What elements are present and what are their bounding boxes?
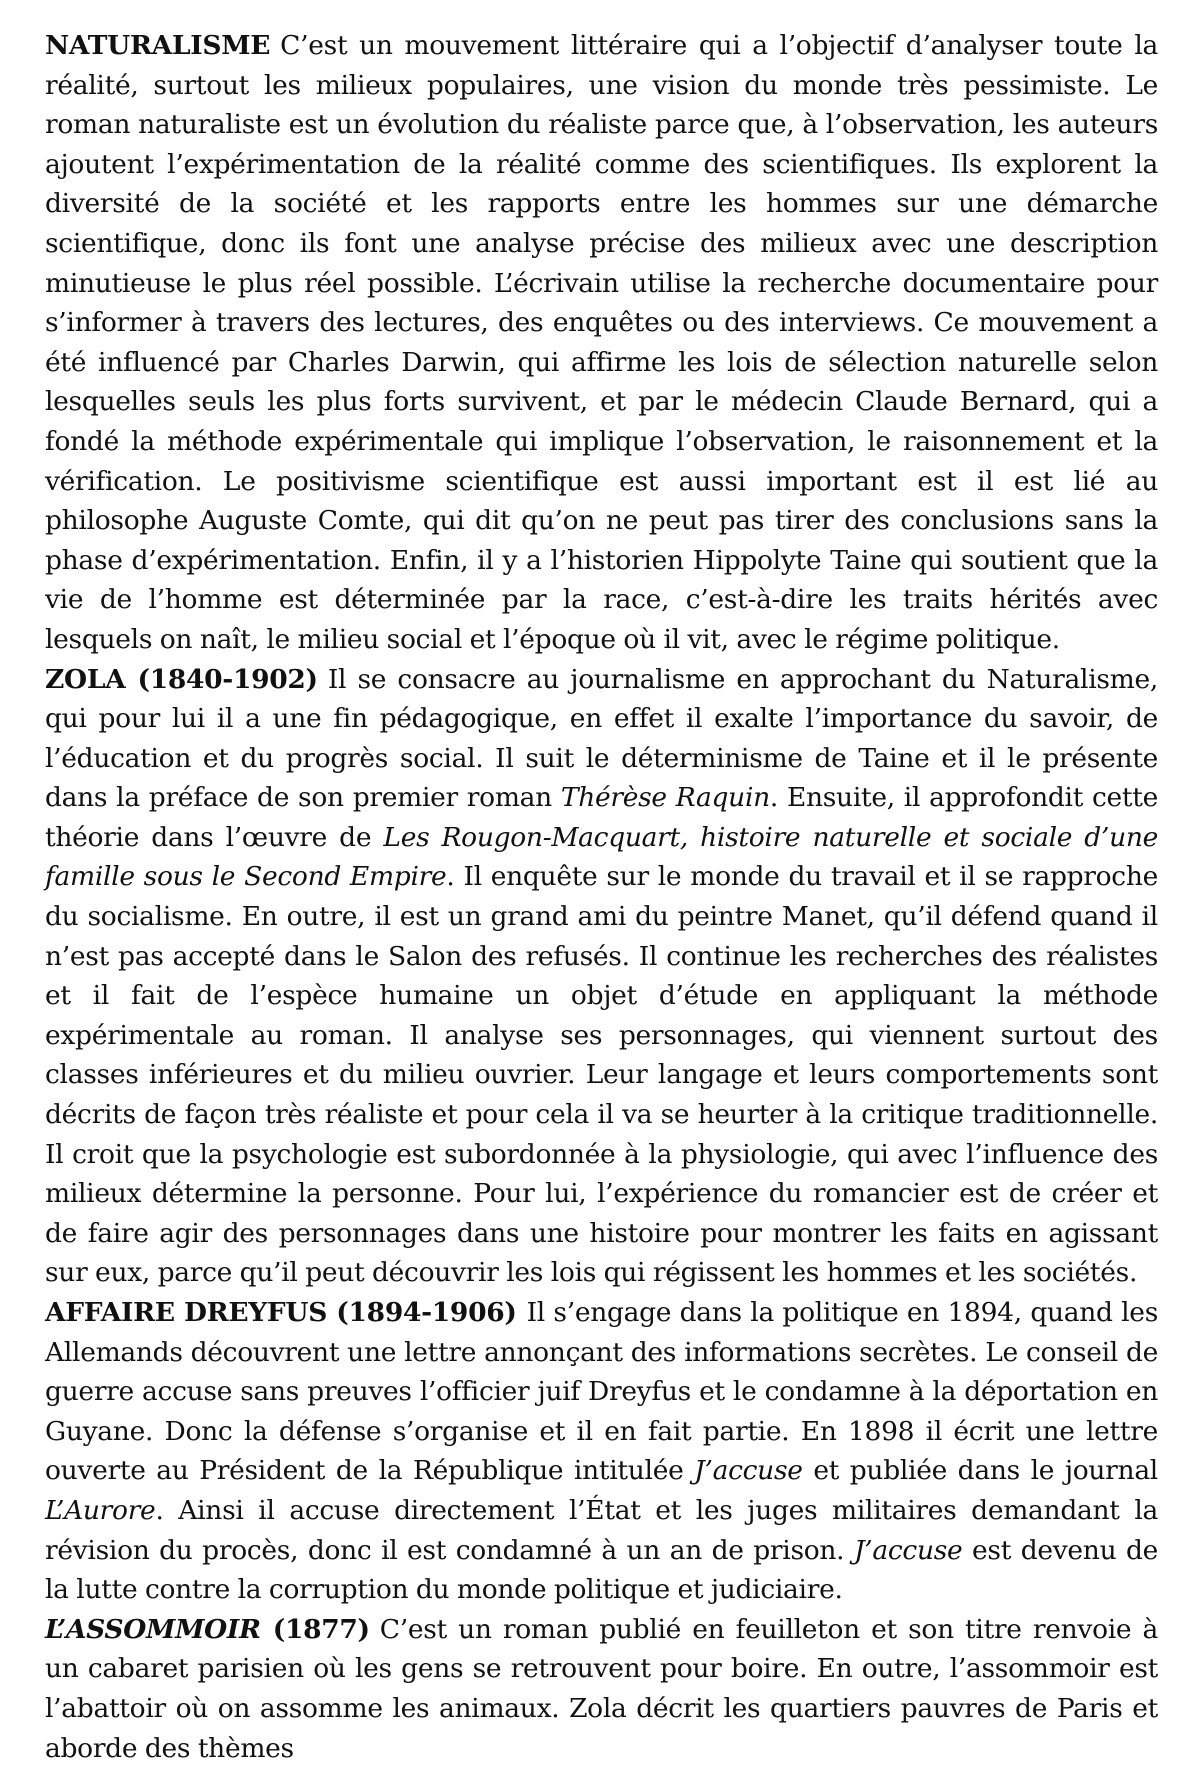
section-text: . Ainsi il accuse directement l’État et les juges militaires demandant la révision du procès, donc il est condamné à un an de prison. (45, 1494, 1158, 1566)
section-text: C’est un roman publié en feuilleton et son titre renvoie à un cabaret parisien où les gens se retrouvent pour boire. En outre, l’assommoir est l’abattoir où on assomme les animaux. Zola décrit les quartiers pauvres de Paris et aborde des thèmes (45, 1613, 1158, 1764)
section-text: . Ensuite, il approfondit cette théorie dans l’œuvre de (45, 782, 1158, 853)
section-heading: AFFAIRE DREYFUS (1894-1906) (45, 1297, 517, 1328)
book-title: Les Rougon-Macquart, histoire naturelle et sociale d’une famille sous le Second Empire (45, 821, 1158, 893)
section-text: est devenu de la lutte contre la corruption du monde politique et judiciaire. (45, 1534, 1158, 1606)
section-heading: NATURALISME (45, 30, 271, 61)
section-text: Il s’engage dans la politique en 1894, quand les Allemands découvrent une lettre annonçant des informations secrètes. Le conseil de guerre accuse sans preuves l’officier juif Dreyfus et le condamne à la déportation en Guyane. Donc la défense s’organise et il en fait partie. En 1898 il écrit une lettre ouverte au Président de la République intitulée (45, 1297, 1158, 1487)
section-affaire-dreyfus (45, 1293, 1158, 1610)
section-text: Il se consacre au journalisme en approchant du Naturalisme, qui pour lui il a une fin pédagogique, en effet il exalte l’importance du savoir, de l’éducation et du progrès social. Il suit le déterminisme de Taine et il le présente dans la préface de son premier roman (45, 663, 1159, 814)
section-text: et publiée dans le journal (802, 1455, 1158, 1487)
heading-year: (1877) (260, 1613, 370, 1645)
heading-book-title: L’ASSOMMOIR (45, 1613, 261, 1645)
section-assommoir (45, 1610, 1158, 1768)
book-title: Thérèse Raquin (560, 782, 770, 814)
section-text: C’est un mouvement littéraire qui a l’objectif d’analyser toute la réalité, surtout les milieux populaires, une vision du monde très pessimiste. Le roman naturaliste est un évolution du réaliste parce que, à l’observation, les auteurs ajoutent l’expérimentation de la réalité comme des scientifiques. Ils explorent la diversité de la société et les rapports entre les hommes sur une démarche scientifique, donc ils font une analyse précise des milieux avec une description minutieuse le plus réel possible. L’écrivain utilise la recherche documentaire pour s’informer à travers des lectures, des enquêtes ou des interviews. Ce mouvement a été influencé par Charles Darwin, qui affirme les lois de sélection naturelle selon lesquelles seuls les plus forts survivent, et par le médecin Claude Bernard, qui a fondé la méthode expérimentale qui implique l’observation, le raisonnement et la vérification. Le positivisme scientifique est aussi important est il est lié au philosophe Auguste Comte, qui dit qu’on ne peut pas tirer des conclusions sans la phase d’expérimentation. Enfin, il y a l’historien Hippolyte Taine qui soutient que la vie de l’homme est déterminée par la race, c’est-à-dire les traits hérités avec lesquels on naît, le milieu social et l’époque où il vit, avec le régime politique. (45, 30, 1158, 655)
letter-title: J’accuse (694, 1455, 803, 1487)
section-heading: ZOLA (1840-1902) (45, 663, 318, 695)
newspaper-title: L’Aurore (45, 1494, 156, 1526)
section-naturalisme (45, 26, 1158, 660)
section-text: . Il enquête sur le monde du travail et il se rapproche du socialisme. En outre, il est un grand ami du peintre Manet, qu’il défend quand il n’est pas accepté dans le Salon des refusés. Il continue les recherches des réalistes et il fait de l’espèce humaine un objet d’étude en appliquant la méthode expérimentale au roman. Il analyse ses personnages, qui viennent surtout des classes inférieures et du milieu ouvrier. Leur langage et leurs comportements sont décrits de façon très réaliste et pour cela il va se heurter à la critique traditionnelle. Il croit que la psychologie est subordonnée à la physiologie, qui avec l’influence des milieux détermine la personne. Pour lui, l’expérience du romancier est de créer et de faire agir des personnages dans une histoire pour montrer les faits en agissant sur eux, parce qu’il peut découvrir les lois qui régissent les hommes et les sociétés. (45, 861, 1158, 1289)
section-zola (45, 660, 1158, 1294)
letter-title: J’accuse (853, 1534, 963, 1566)
section-heading (45, 1614, 370, 1645)
